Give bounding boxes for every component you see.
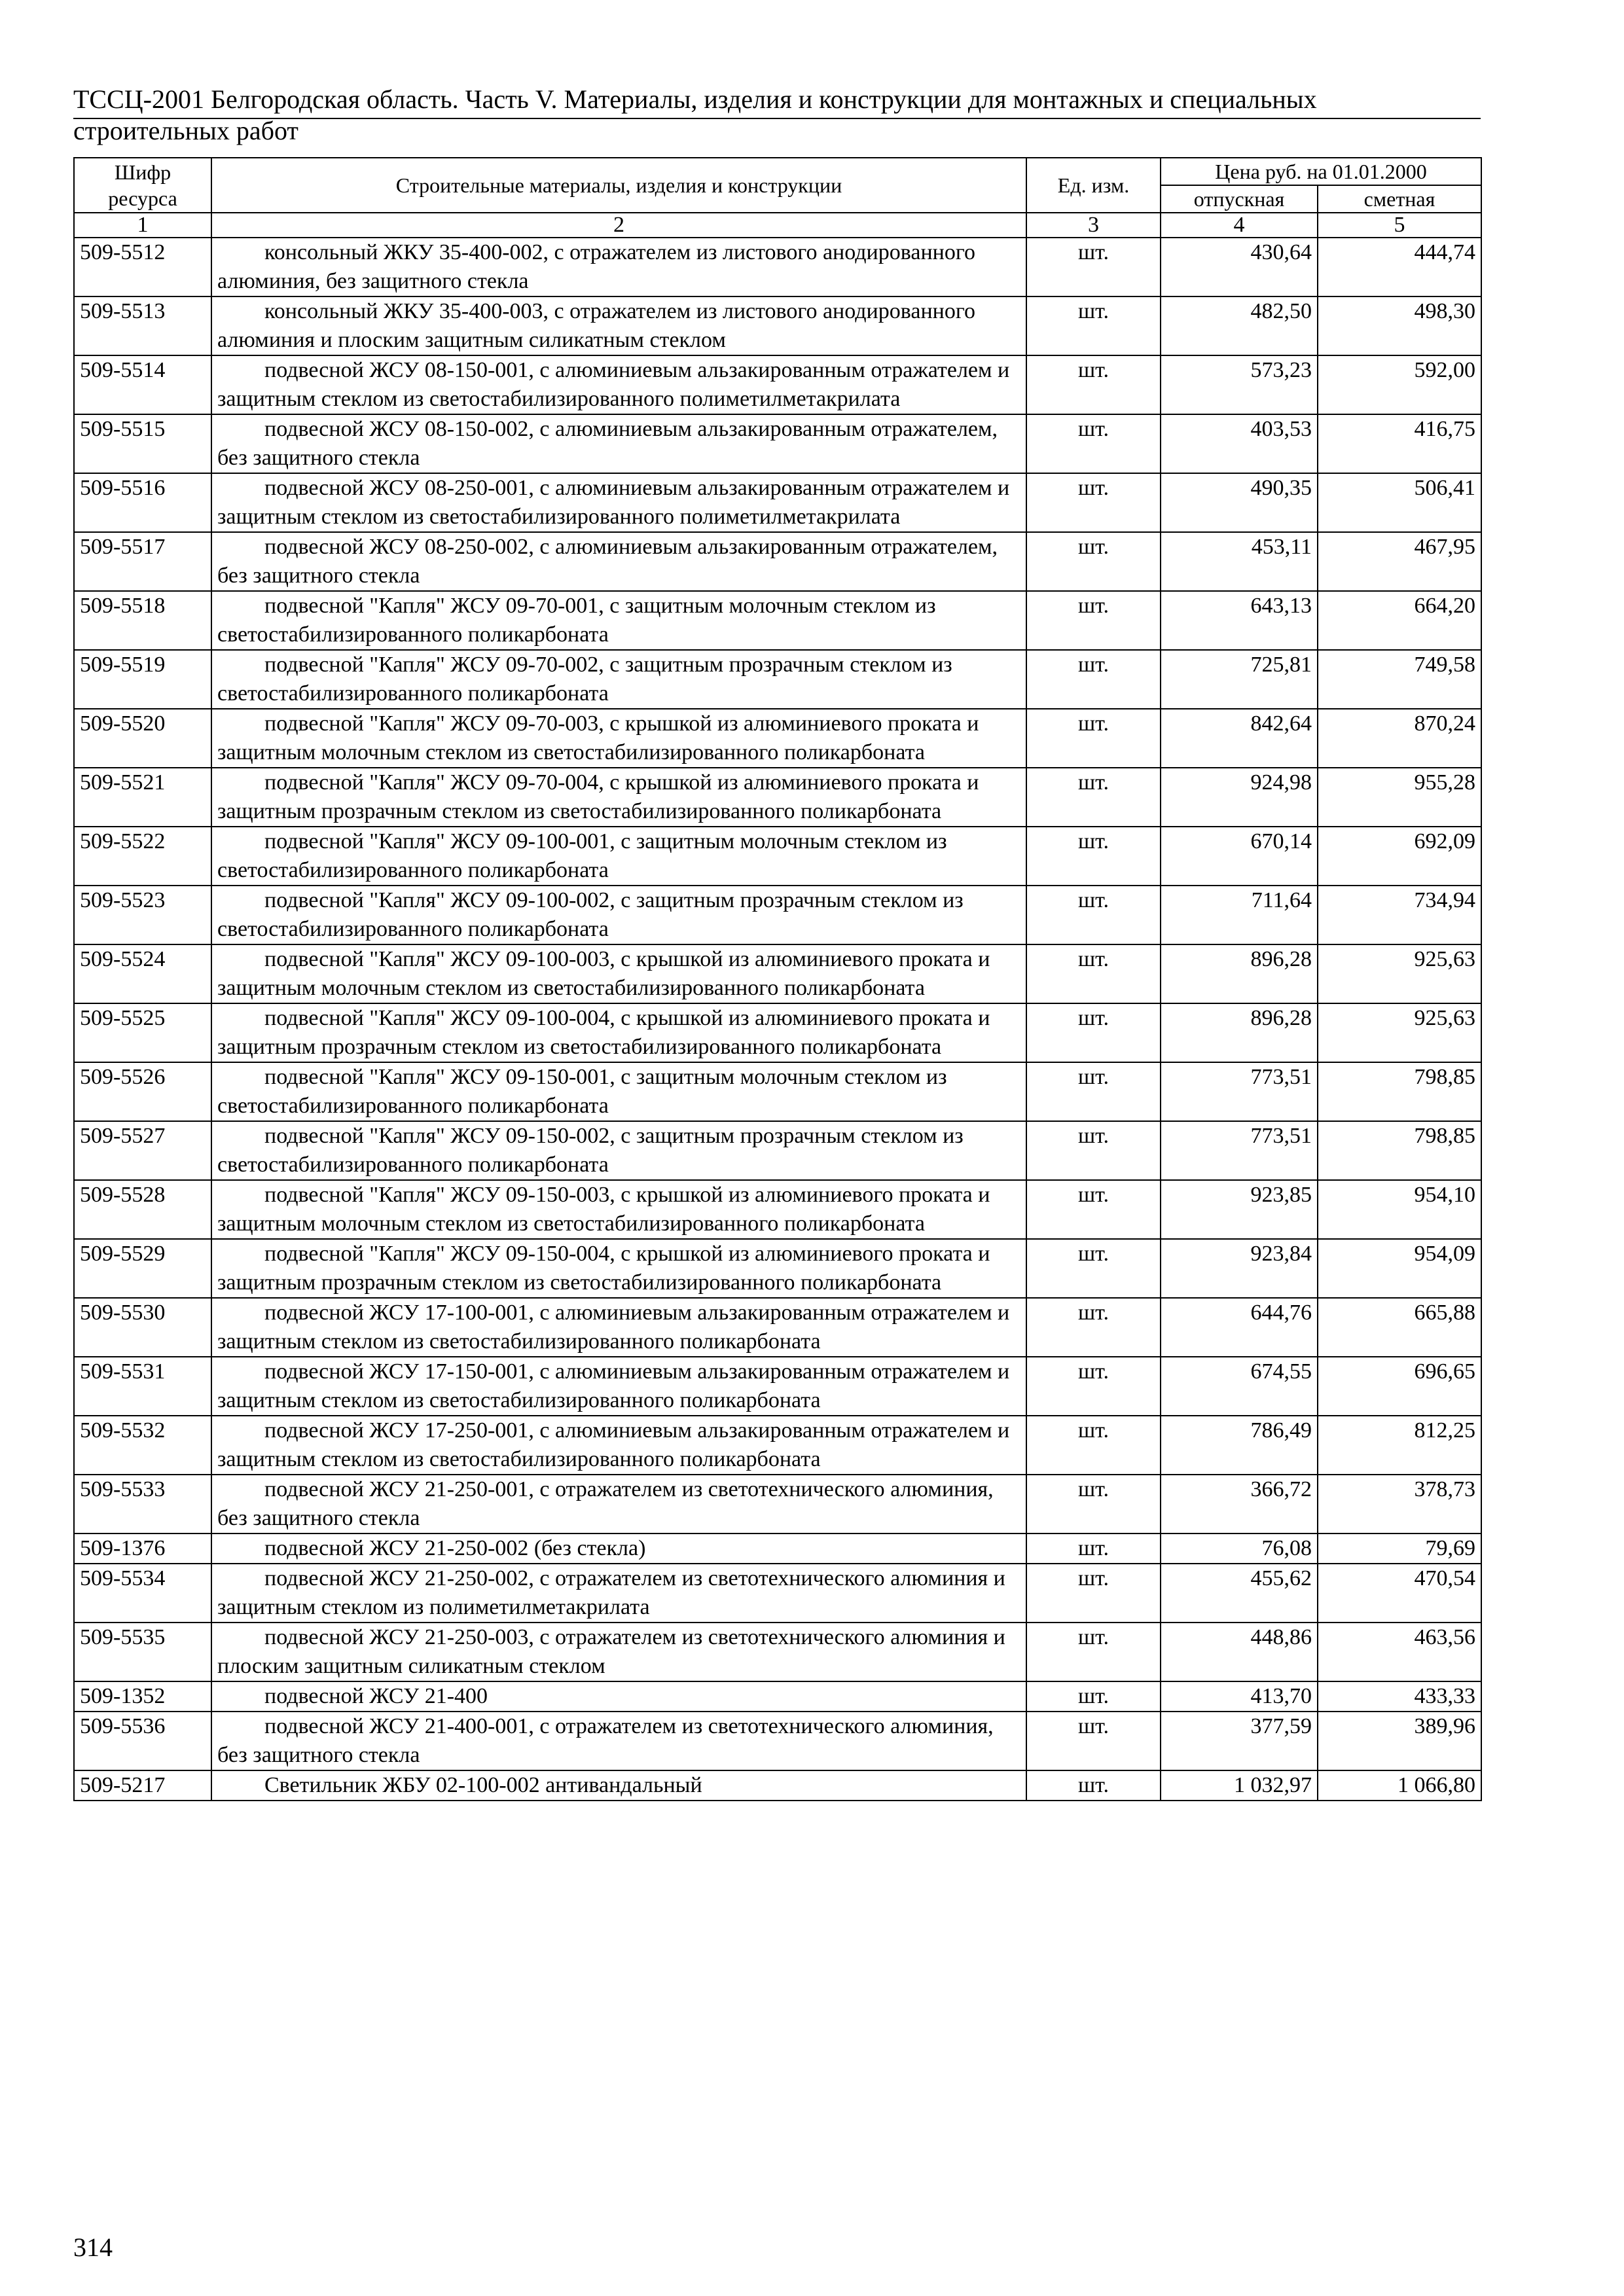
header-title-line-1: ТССЦ-2001 Белгородская область. Часть V. Материалы, изделия и конструкции для монтажных и специальных <box>73 84 1317 114</box>
material-name-cell <box>211 1239 1026 1298</box>
unit-cell: шт. <box>1026 473 1161 532</box>
material-name-text: подвесной "Капля" ЖСУ 09-70-002, с защитным прозрачным стеклом из светостабилизированного поликарбоната <box>217 653 952 706</box>
release-price-cell: 773,51 <box>1161 1062 1318 1121</box>
table-row <box>74 768 1481 827</box>
unit-cell: шт. <box>1026 1180 1161 1239</box>
table-row <box>74 1416 1481 1475</box>
table-row <box>74 1623 1481 1681</box>
unit-cell: шт. <box>1026 1003 1161 1062</box>
material-name-cell <box>211 1475 1026 1534</box>
release-price-cell: 842,64 <box>1161 709 1318 768</box>
table-row <box>74 1121 1481 1180</box>
estimate-price-cell: 812,25 <box>1318 1416 1481 1475</box>
material-name-text: подвесной ЖСУ 17-100-001, с алюминиевым альзакированным отражателем и защитным стеклом из светостабилизированного поликарбоната <box>217 1300 1010 1354</box>
material-name-text: консольный ЖКУ 35-400-003, с отражателем из листового анодированного алюминия и плоским защитным силикатным стеклом <box>217 299 975 352</box>
header-estimate-price: сметная <box>1318 185 1481 213</box>
material-name-text: подвесной ЖСУ 21-400-001, с отражателем из светотехнического алюминия, без защитного стекла <box>217 1714 994 1767</box>
release-price-cell: 366,72 <box>1161 1475 1318 1534</box>
estimate-price-cell: 954,10 <box>1318 1180 1481 1239</box>
table-row <box>74 473 1481 532</box>
material-name-cell <box>211 473 1026 532</box>
release-price-cell: 453,11 <box>1161 532 1318 591</box>
release-price-cell: 573,23 <box>1161 355 1318 414</box>
material-name-cell <box>211 944 1026 1003</box>
unit-cell: шт. <box>1026 355 1161 414</box>
resource-code-cell: 509-5528 <box>74 1180 211 1239</box>
release-price-cell: 711,64 <box>1161 886 1318 944</box>
material-name-cell <box>211 296 1026 355</box>
estimate-price-cell: 798,85 <box>1318 1062 1481 1121</box>
material-name-text: подвесной "Капля" ЖСУ 09-100-004, с крышкой из алюминиевого проката и защитным прозрачным стеклом из светостабилизированного поликарбоната <box>217 1006 990 1059</box>
estimate-price-cell: 506,41 <box>1318 473 1481 532</box>
table-row <box>74 1534 1481 1564</box>
unit-cell: шт. <box>1026 1623 1161 1681</box>
resource-code-cell: 509-5523 <box>74 886 211 944</box>
unit-cell: шт. <box>1026 1121 1161 1180</box>
estimate-price-cell: 692,09 <box>1318 827 1481 886</box>
table-body <box>74 213 1481 1801</box>
resource-code-cell: 509-5515 <box>74 414 211 473</box>
estimate-price-cell: 389,96 <box>1318 1712 1481 1770</box>
material-name-text: подвесной ЖСУ 17-250-001, с алюминиевым альзакированным отражателем и защитным стеклом из светостабилизированного поликарбоната <box>217 1418 1010 1471</box>
table-row <box>74 709 1481 768</box>
material-name-cell <box>211 591 1026 650</box>
material-name-cell <box>211 414 1026 473</box>
table-row <box>74 355 1481 414</box>
column-number: 3 <box>1026 213 1161 238</box>
estimate-price-cell: 79,69 <box>1318 1534 1481 1564</box>
unit-cell: шт. <box>1026 768 1161 827</box>
estimate-price-cell: 433,33 <box>1318 1681 1481 1712</box>
header-unit: Ед. изм. <box>1026 158 1161 213</box>
table-row <box>74 296 1481 355</box>
release-price-cell: 670,14 <box>1161 827 1318 886</box>
material-name-text: подвесной ЖСУ 21-250-001, с отражателем из светотехнического алюминия, без защитного стекла <box>217 1477 994 1530</box>
header-code: Шифр ресурса <box>74 158 211 213</box>
release-price-cell: 923,84 <box>1161 1239 1318 1298</box>
estimate-price-cell: 592,00 <box>1318 355 1481 414</box>
release-price-cell: 643,13 <box>1161 591 1318 650</box>
release-price-cell: 924,98 <box>1161 768 1318 827</box>
unit-cell: шт. <box>1026 1564 1161 1623</box>
resource-code-cell: 509-5527 <box>74 1121 211 1180</box>
unit-cell: шт. <box>1026 532 1161 591</box>
header-name: Строительные материалы, изделия и конструкции <box>211 158 1026 213</box>
material-name-cell <box>211 1416 1026 1475</box>
table-row <box>74 1239 1481 1298</box>
table-row <box>74 1062 1481 1121</box>
unit-cell: шт. <box>1026 1712 1161 1770</box>
header-release-price: отпускная <box>1161 185 1318 213</box>
resource-code-cell: 509-1352 <box>74 1681 211 1712</box>
resource-code-cell: 509-5531 <box>74 1357 211 1416</box>
resource-code-cell: 509-5535 <box>74 1623 211 1681</box>
table-row <box>74 238 1481 296</box>
material-name-cell <box>211 1062 1026 1121</box>
resource-code-cell: 509-5520 <box>74 709 211 768</box>
material-name-cell <box>211 1770 1026 1801</box>
material-name-cell <box>211 238 1026 296</box>
material-name-text: консольный ЖКУ 35-400-002, с отражателем из листового анодированного алюминия, без защитного стекла <box>217 240 975 293</box>
material-name-cell <box>211 1180 1026 1239</box>
material-name-text: подвесной "Капля" ЖСУ 09-70-004, с крышкой из алюминиевого проката и защитным прозрачным стеклом из светостабилизированного поликарбоната <box>217 770 979 823</box>
unit-cell: шт. <box>1026 1062 1161 1121</box>
unit-cell: шт. <box>1026 238 1161 296</box>
unit-cell: шт. <box>1026 296 1161 355</box>
unit-cell: шт. <box>1026 1681 1161 1712</box>
material-name-text: подвесной ЖСУ 08-150-002, с алюминиевым альзакированным отражателем, без защитного стекла <box>217 417 998 470</box>
estimate-price-cell: 416,75 <box>1318 414 1481 473</box>
release-price-cell: 1 032,97 <box>1161 1770 1318 1801</box>
material-name-cell <box>211 1121 1026 1180</box>
column-number: 4 <box>1161 213 1318 238</box>
resource-code-cell: 509-5534 <box>74 1564 211 1623</box>
estimate-price-cell: 467,95 <box>1318 532 1481 591</box>
material-name-text: подвесной ЖСУ 21-400 <box>264 1684 488 1708</box>
material-name-text: подвесной "Капля" ЖСУ 09-150-004, с крышкой из алюминиевого проката и защитным прозрачным стеклом из светостабилизированного поликарбоната <box>217 1242 990 1295</box>
header-rule <box>73 118 1481 119</box>
table-row <box>74 1770 1481 1801</box>
material-name-text: подвесной "Капля" ЖСУ 09-70-001, с защитным молочным стеклом из светостабилизированного поликарбоната <box>217 594 936 647</box>
material-name-text: подвесной "Капля" ЖСУ 09-100-003, с крышкой из алюминиевого проката и защитным молочным стеклом из светостабилизированного поликарбоната <box>217 947 990 1000</box>
material-name-text: подвесной ЖСУ 21-250-002 (без стекла) <box>264 1536 646 1560</box>
table-row <box>74 1475 1481 1534</box>
table-row <box>74 1003 1481 1062</box>
estimate-price-cell: 444,74 <box>1318 238 1481 296</box>
table-row <box>74 886 1481 944</box>
material-name-text: Светильник ЖБУ 02-100-002 антивандальный <box>264 1773 702 1797</box>
estimate-price-cell: 870,24 <box>1318 709 1481 768</box>
estimate-price-cell: 665,88 <box>1318 1298 1481 1357</box>
resource-code-cell: 509-5530 <box>74 1298 211 1357</box>
material-name-cell <box>211 1681 1026 1712</box>
release-price-cell: 377,59 <box>1161 1712 1318 1770</box>
table-row <box>74 1357 1481 1416</box>
material-name-text: подвесной ЖСУ 17-150-001, с алюминиевым альзакированным отражателем и защитным стеклом из светостабилизированного поликарбоната <box>217 1359 1010 1412</box>
column-number: 1 <box>74 213 211 238</box>
column-number: 2 <box>211 213 1026 238</box>
estimate-price-cell: 798,85 <box>1318 1121 1481 1180</box>
estimate-price-cell: 925,63 <box>1318 944 1481 1003</box>
resource-code-cell: 509-5524 <box>74 944 211 1003</box>
estimate-price-cell: 954,09 <box>1318 1239 1481 1298</box>
unit-cell: шт. <box>1026 1416 1161 1475</box>
unit-cell: шт. <box>1026 709 1161 768</box>
estimate-price-cell: 955,28 <box>1318 768 1481 827</box>
unit-cell: шт. <box>1026 591 1161 650</box>
table-row <box>74 414 1481 473</box>
release-price-cell: 923,85 <box>1161 1180 1318 1239</box>
estimate-price-cell: 470,54 <box>1318 1564 1481 1623</box>
table-row <box>74 591 1481 650</box>
header-price: Цена руб. на 01.01.2000 <box>1161 158 1481 185</box>
material-name-cell <box>211 1623 1026 1681</box>
table-row <box>74 1564 1481 1623</box>
release-price-cell: 896,28 <box>1161 944 1318 1003</box>
material-name-cell <box>211 355 1026 414</box>
material-name-text: подвесной ЖСУ 21-250-003, с отражателем из светотехнического алюминия и плоским защитным силикатным стеклом <box>217 1625 1005 1678</box>
release-price-cell: 644,76 <box>1161 1298 1318 1357</box>
resource-code-cell: 509-5532 <box>74 1416 211 1475</box>
material-name-cell <box>211 886 1026 944</box>
release-price-cell: 403,53 <box>1161 414 1318 473</box>
unit-cell: шт. <box>1026 1298 1161 1357</box>
resource-code-cell: 509-5517 <box>74 532 211 591</box>
release-price-cell: 413,70 <box>1161 1681 1318 1712</box>
resource-code-cell: 509-5536 <box>74 1712 211 1770</box>
release-price-cell: 430,64 <box>1161 238 1318 296</box>
header-title-line-2: строительных работ <box>73 116 298 145</box>
unit-cell: шт. <box>1026 886 1161 944</box>
unit-cell: шт. <box>1026 827 1161 886</box>
table-row <box>74 827 1481 886</box>
material-name-text: подвесной ЖСУ 08-250-002, с алюминиевым альзакированным отражателем, без защитного стекла <box>217 535 998 588</box>
unit-cell: шт. <box>1026 650 1161 709</box>
resource-code-cell: 509-5521 <box>74 768 211 827</box>
column-number-row <box>74 213 1481 238</box>
material-name-cell <box>211 1564 1026 1623</box>
release-price-cell: 76,08 <box>1161 1534 1318 1564</box>
release-price-cell: 725,81 <box>1161 650 1318 709</box>
unit-cell: шт. <box>1026 1534 1161 1564</box>
estimate-price-cell: 734,94 <box>1318 886 1481 944</box>
resource-code-cell: 509-5525 <box>74 1003 211 1062</box>
release-price-cell: 773,51 <box>1161 1121 1318 1180</box>
material-name-cell <box>211 827 1026 886</box>
resource-code-cell: 509-5522 <box>74 827 211 886</box>
release-price-cell: 786,49 <box>1161 1416 1318 1475</box>
resource-code-cell: 509-5512 <box>74 238 211 296</box>
unit-cell: шт. <box>1026 1770 1161 1801</box>
material-name-cell <box>211 1357 1026 1416</box>
material-name-cell <box>211 768 1026 827</box>
document-header <box>73 84 1481 147</box>
resource-code-cell: 509-5516 <box>74 473 211 532</box>
material-name-text: подвесной "Капля" ЖСУ 09-100-002, с защитным прозрачным стеклом из светостабилизированного поликарбоната <box>217 888 964 941</box>
table-row <box>74 944 1481 1003</box>
material-name-text: подвесной "Капля" ЖСУ 09-150-001, с защитным молочным стеклом из светостабилизированного поликарбоната <box>217 1065 947 1118</box>
resource-code-cell: 509-1376 <box>74 1534 211 1564</box>
resource-code-cell: 509-5217 <box>74 1770 211 1801</box>
unit-cell: шт. <box>1026 1239 1161 1298</box>
estimate-price-cell: 749,58 <box>1318 650 1481 709</box>
material-name-text: подвесной "Капля" ЖСУ 09-100-001, с защитным молочным стеклом из светостабилизированного поликарбоната <box>217 829 947 882</box>
estimate-price-cell: 498,30 <box>1318 296 1481 355</box>
table-row <box>74 1298 1481 1357</box>
release-price-cell: 490,35 <box>1161 473 1318 532</box>
unit-cell: шт. <box>1026 1475 1161 1534</box>
material-name-cell <box>211 1712 1026 1770</box>
estimate-price-cell: 378,73 <box>1318 1475 1481 1534</box>
material-name-cell <box>211 1298 1026 1357</box>
estimate-price-cell: 696,65 <box>1318 1357 1481 1416</box>
table-row <box>74 650 1481 709</box>
material-name-cell <box>211 1003 1026 1062</box>
resource-code-cell: 509-5518 <box>74 591 211 650</box>
unit-cell: шт. <box>1026 414 1161 473</box>
release-price-cell: 455,62 <box>1161 1564 1318 1623</box>
material-name-text: подвесной ЖСУ 08-250-001, с алюминиевым альзакированным отражателем и защитным стеклом из светостабилизированного полиметилметакрилата <box>217 476 1010 529</box>
resource-code-cell: 509-5519 <box>74 650 211 709</box>
resource-code-cell: 509-5533 <box>74 1475 211 1534</box>
estimate-price-cell: 463,56 <box>1318 1623 1481 1681</box>
estimate-price-cell: 664,20 <box>1318 591 1481 650</box>
material-name-cell <box>211 532 1026 591</box>
resource-code-cell: 509-5529 <box>74 1239 211 1298</box>
release-price-cell: 674,55 <box>1161 1357 1318 1416</box>
material-name-text: подвесной ЖСУ 08-150-001, с алюминиевым альзакированным отражателем и защитным стеклом из светостабилизированного полиметилметакрилата <box>217 358 1010 411</box>
resource-code-cell: 509-5514 <box>74 355 211 414</box>
table-row <box>74 1180 1481 1239</box>
release-price-cell: 896,28 <box>1161 1003 1318 1062</box>
unit-cell: шт. <box>1026 944 1161 1003</box>
resource-code-cell: 509-5526 <box>74 1062 211 1121</box>
material-name-text: подвесной "Капля" ЖСУ 09-150-002, с защитным прозрачным стеклом из светостабилизированного поликарбоната <box>217 1124 964 1177</box>
material-name-text: подвесной "Капля" ЖСУ 09-70-003, с крышкой из алюминиевого проката и защитным молочным стеклом из светостабилизированного поликарбоната <box>217 711 979 764</box>
release-price-cell: 482,50 <box>1161 296 1318 355</box>
estimate-price-cell: 1 066,80 <box>1318 1770 1481 1801</box>
column-number: 5 <box>1318 213 1481 238</box>
unit-cell: шт. <box>1026 1357 1161 1416</box>
material-name-text: подвесной "Капля" ЖСУ 09-150-003, с крышкой из алюминиевого проката и защитным молочным стеклом из светостабилизированного поликарбоната <box>217 1183 990 1236</box>
estimate-price-cell: 925,63 <box>1318 1003 1481 1062</box>
material-name-cell <box>211 709 1026 768</box>
material-name-cell <box>211 1534 1026 1564</box>
price-table <box>73 157 1482 1801</box>
table-row <box>74 1681 1481 1712</box>
material-name-cell <box>211 650 1026 709</box>
page-number: 314 <box>73 2233 113 2262</box>
release-price-cell: 448,86 <box>1161 1623 1318 1681</box>
resource-code-cell: 509-5513 <box>74 296 211 355</box>
material-name-text: подвесной ЖСУ 21-250-002, с отражателем из светотехнического алюминия и защитным стеклом из полиметилметакрилата <box>217 1566 1005 1619</box>
table-row <box>74 1712 1481 1770</box>
table-row <box>74 532 1481 591</box>
